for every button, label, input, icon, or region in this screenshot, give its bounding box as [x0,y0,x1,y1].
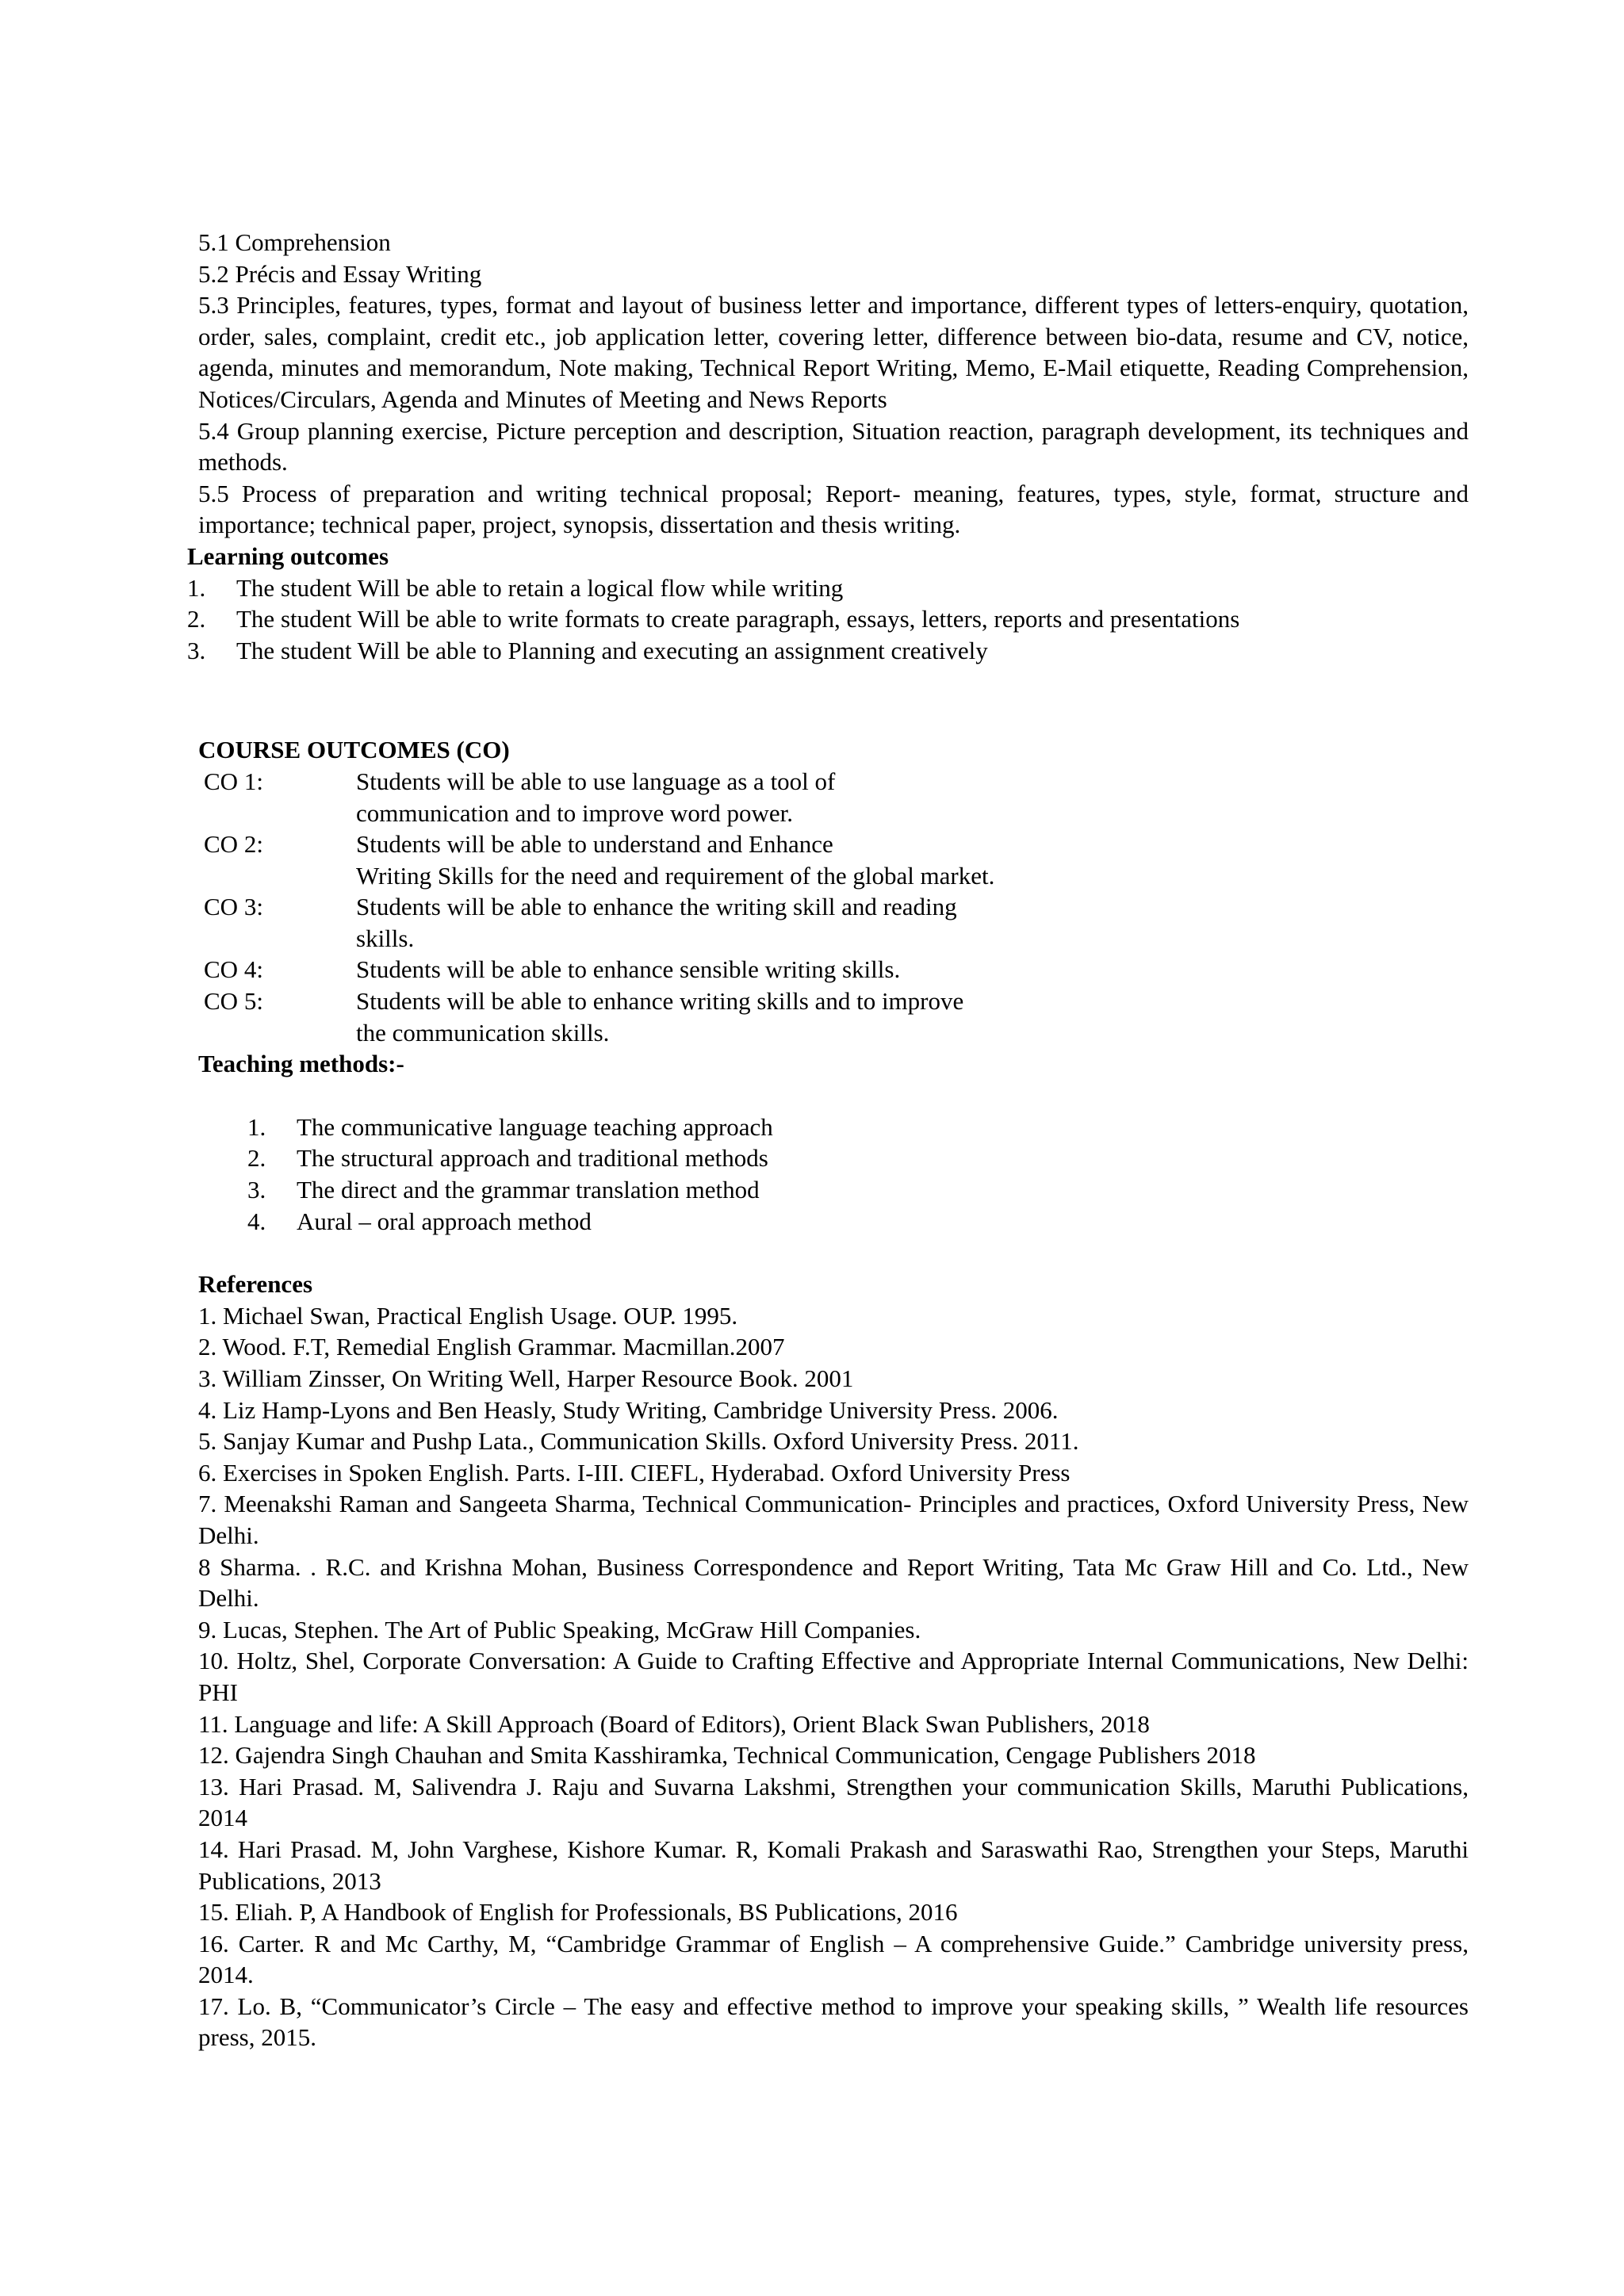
list-number: 1. [187,573,206,602]
reference-item: 15. Eliah. P, A Handbook of English for Professionals, BS Publications, 2016 [198,1898,958,1927]
co-row [198,766,1469,828]
list-text: The structural approach and traditional methods [297,1144,768,1173]
co-text [356,766,1070,828]
reference-item: 2. Wood. F.T, Remedial English Grammar. Macmillan.2007 [198,1333,785,1361]
co-line: Students will be able to enhance sensible writing skills. [356,955,901,984]
list-item [187,603,1469,635]
syllabus-item: 5.1 Comprehension [198,228,391,256]
page-content [187,227,1469,2053]
list-text: The student Will be able to retain a logical flow while writing [236,573,844,602]
course-outcomes-heading: COURSE OUTCOMES (CO) [198,736,510,764]
reference-item: 14. Hari Prasad. M, John Varghese, Kishore Kumar. R, Komali Prakash and Saraswathi Rao, Strengthen your Steps, Maruthi Publications, 2013 [198,1835,1469,1895]
co-text [356,985,1070,1048]
list-number: 2. [247,1144,266,1173]
teaching-methods-heading: Teaching methods:- [198,1050,404,1078]
list-item [247,1112,1469,1143]
co-line: skills. [356,924,415,952]
learning-outcomes-heading: Learning outcomes [187,541,389,570]
list-text: The communicative language teaching approach [297,1112,773,1141]
reference-item: 6. Exercises in Spoken English. Parts. I-III. CIEFL, Hyderabad. Oxford University Press [198,1458,1071,1487]
reference-item: 8 Sharma. . R.C. and Krishna Mohan, Business Correspondence and Report Writing, Tata Mc Graw Hill and Co. Ltd., New Delhi. [198,1552,1469,1613]
co-line: Students will be able to understand and Enhance [356,830,833,859]
co-text [356,828,1070,891]
reference-item: 16. Carter. R and Mc Carthy, M, “Cambridge Grammar of English – A comprehensive Guide.” Cambridge university press, 2014. [198,1929,1469,1989]
co-label: CO 5: [204,987,263,1016]
syllabus-section [198,227,1469,541]
course-outcomes-section [198,734,1469,1048]
co-row [198,954,1469,985]
list-text: The direct and the grammar translation method [297,1176,760,1204]
list-number: 2. [187,605,206,633]
list-item [187,635,1469,667]
spacer [198,1237,1469,1269]
co-line: Writing Skills for the need and requirement of the global market. [356,861,995,890]
reference-item: 9. Lucas, Stephen. The Art of Public Speaking, McGraw Hill Companies. [198,1615,921,1644]
learning-outcomes-list [187,572,1469,667]
spacer [198,666,1469,734]
reference-item: 17. Lo. B, “Communicator’s Circle – The easy and effective method to improve your speaking skills, ” Wealth life resources press, 2015. [198,1992,1469,2052]
co-line: Students will be able to enhance the writing skill and reading [356,893,957,921]
references-section [198,1269,1469,2053]
co-label: CO 1: [204,767,263,795]
reference-item: 5. Sanjay Kumar and Pushp Lata., Communication Skills. Oxford University Press. 2011. [198,1427,1079,1456]
syllabus-item: 5.4 Group planning exercise, Picture perception and description, Situation reaction, paragraph development, its techniques and methods. [198,416,1469,476]
co-text [356,954,1070,985]
teaching-methods-list [198,1112,1469,1237]
list-text: Aural – oral approach method [297,1207,592,1235]
co-label: CO 4: [204,955,263,984]
reference-item: 12. Gajendra Singh Chauhan and Smita Kasshiramka, Technical Communication, Cengage Publishers 2018 [198,1741,1256,1770]
syllabus-item: 5.3 Principles, features, types, format and layout of business letter and importance, different types of letters-enquiry, quotation, order, sales, complaint, credit etc., job application letter, covering letter, difference between bio-data, resume and CV, notice, agenda, minutes and memorandum, Note making, Technical Report Writing, Memo, E-Mail etiquette, Reading Comprehension, Notices/Circulars, Agenda and Minutes of Meeting and News Reports [198,291,1469,413]
co-row [198,985,1469,1048]
list-text: The student Will be able to Planning and executing an assignment creatively [236,636,988,664]
co-label: CO 3: [204,893,263,921]
reference-item: 13. Hari Prasad. M, Salivendra J. Raju and Suvarna Lakshmi, Strengthen your communication Skills, Maruthi Publications, 2014 [198,1772,1469,1832]
reference-item: 3. William Zinsser, On Writing Well, Harper Resource Book. 2001 [198,1364,854,1392]
list-number: 3. [247,1176,266,1204]
list-text: The student Will be able to write formats to create paragraph, essays, letters, reports and presentations [236,605,1240,633]
learning-outcomes-section [187,541,1469,666]
co-line: the communication skills. [356,1018,610,1047]
co-label: CO 2: [204,830,263,859]
teaching-methods-section [198,1048,1469,1237]
co-line: Students will be able to use language as a tool of [356,767,836,795]
co-row [198,828,1469,891]
co-line: communication and to improve word power. [356,798,793,827]
list-item [247,1142,1469,1174]
reference-item: 7. Meenakshi Raman and Sangeeta Sharma, Technical Communication- Principles and practices, Oxford University Press, New Delhi. [198,1490,1469,1549]
list-number: 4. [247,1207,266,1235]
co-text [356,891,1070,954]
co-row [198,891,1469,954]
list-number: 3. [187,636,206,664]
list-number: 1. [247,1112,266,1141]
list-item [247,1206,1469,1238]
syllabus-item: 5.5 Process of preparation and writing technical proposal; Report- meaning, features, types, style, format, structure and importance; technical paper, project, synopsis, dissertation and thesis writing. [198,479,1469,539]
co-line: Students will be able to enhance writing skills and to improve [356,987,964,1016]
list-item [187,572,1469,604]
reference-item: 11. Language and life: A Skill Approach (Board of Editors), Orient Black Swan Publishers, 2018 [198,1709,1150,1738]
syllabus-item: 5.2 Précis and Essay Writing [198,259,482,288]
references-heading: References [198,1270,313,1299]
reference-item: 10. Holtz, Shel, Corporate Conversation: A Guide to Crafting Effective and Appropriate Internal Communications, New Delhi: PHI [198,1647,1469,1706]
reference-item: 4. Liz Hamp-Lyons and Ben Heasly, Study Writing, Cambridge University Press. 2006. [198,1395,1059,1424]
list-item [247,1174,1469,1206]
reference-item: 1. Michael Swan, Practical English Usage. OUP. 1995. [198,1301,738,1330]
